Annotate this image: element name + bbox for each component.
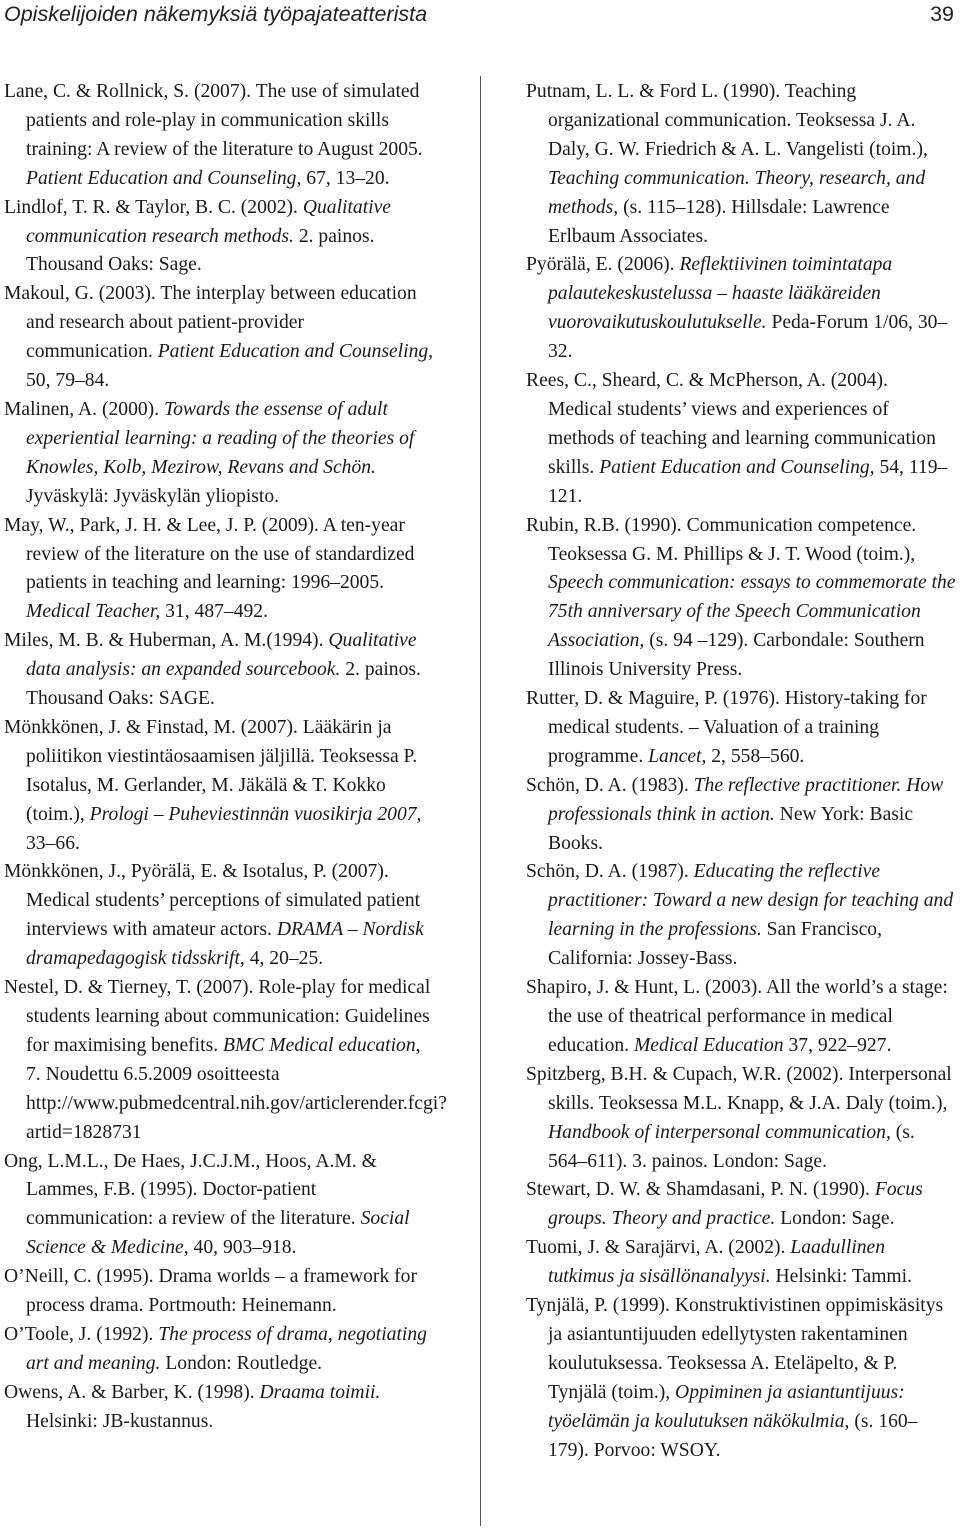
- reference-text: Schön, D. A. (1987).: [526, 861, 694, 883]
- reference-text: Malinen, A. (2000).: [4, 398, 164, 420]
- reference-text: 67, 13–20.: [301, 167, 390, 189]
- reference-text: 2. painos. Thousand Oaks: SAGE.: [26, 659, 421, 710]
- reference-text: Putnam, L. L. & Ford L. (1990). Teaching organizational communication. Teoksessa J. A. Daly, G. W. Friedrich & A. L. Vangelisti (toim.),: [526, 81, 928, 160]
- reference-text: Miles, M. B. & Huberman, A. M.(1994).: [4, 630, 329, 652]
- reference-text: London: Sage.: [775, 1208, 895, 1230]
- reference-title: Qualitative data analysis: an expanded sourcebook.: [26, 630, 417, 681]
- reference-title: Social Science & Medicine,: [26, 1208, 410, 1259]
- reference-title: Laadullinen tutkimus ja sisällönanalyysi.: [548, 1237, 886, 1288]
- column-divider: [480, 76, 481, 1526]
- reference-text: O’Toole, J. (1992).: [4, 1323, 159, 1345]
- reference-text: Rutter, D. & Maguire, P. (1976). History-taking for medical students. – Valuation of a training programme.: [526, 688, 927, 767]
- reference-text: Tuomi, J. & Sarajärvi, A. (2002).: [526, 1237, 791, 1259]
- reference-text: Owens, A. & Barber, K. (1998).: [4, 1381, 260, 1403]
- reference-text: 54, 119–121.: [548, 456, 948, 507]
- reference-title: Lancet,: [648, 745, 707, 767]
- reference-text: 4, 20–25.: [244, 948, 324, 970]
- page-number: 39: [930, 2, 954, 26]
- reference-entry: [4, 396, 434, 512]
- reference-title: DRAMA – Nordisk dramapedagogisk tidsskrift,: [26, 919, 424, 970]
- reference-title: Draama toimii.: [259, 1381, 381, 1403]
- reference-text: Spitzberg, B.H. & Cupach, W.R. (2002). Interpersonal skills. Teoksessa M.L. Knapp, & J.A. Daly (toim.),: [526, 1063, 952, 1114]
- reference-title: Teaching communication. Theory, research, and methods,: [548, 167, 926, 218]
- reference-entry: [526, 367, 956, 512]
- reference-text: 50, 79–84.: [26, 370, 110, 392]
- reference-title: Patient Education and Counseling,: [26, 167, 302, 189]
- reference-text: (s. 160–179). Porvoo: WSOY.: [548, 1410, 918, 1461]
- reference-text: Jyväskylä: Jyväskylän yliopisto.: [26, 485, 280, 507]
- reference-text: Mönkkönen, J. & Finstad, M. (2007). Lääkärin ja poliitikon viestintäosaamisen jäljillä. Teoksessa P. Isotalus, M. Gerlander, M. Jäkälä & T. Kokko (toim.),: [4, 716, 418, 825]
- reference-text: (s. 94 –129). Carbondale: Southern Illinois University Press.: [548, 630, 925, 681]
- running-title: Opiskelijoiden näkemyksiä työpajateatterista: [4, 2, 428, 26]
- reference-title: The reflective practitioner. How professionals think in action.: [548, 774, 944, 825]
- reference-entry: [4, 858, 434, 974]
- reference-text: New York: Basic Books.: [548, 803, 914, 854]
- reference-text: Peda-Forum 1/06, 30–32.: [548, 312, 948, 363]
- reference-text: Tynjälä, P. (1999). Konstruktivistinen oppimiskäsitys ja asiantuntijuuden edellytysten rakentaminen koulutuksessa. Teoksessa A. Eteläpelto, & P. Tynjälä (toim.),: [526, 1295, 944, 1403]
- reference-title: BMC Medical education,: [223, 1034, 421, 1056]
- reference-text: Makoul, G. (2003). The interplay between education and research about patient-provider communication.: [4, 283, 417, 363]
- reference-title: Qualitative communication research methods.: [26, 196, 391, 247]
- reference-column-left: [4, 78, 447, 1437]
- reference-entry: [526, 858, 956, 974]
- reference-entry: [4, 280, 434, 396]
- reference-title: Patient Education and Counseling,: [599, 456, 875, 478]
- reference-entry: [4, 974, 447, 1147]
- reference-text: San Francisco, California: Jossey-Bass.: [548, 919, 882, 970]
- reference-title: Speech communication: essays to commemorate the 75th anniversary of the Speech Communication Association,: [548, 572, 956, 652]
- reference-entry: [4, 78, 434, 194]
- reference-text: 40, 903–918.: [188, 1237, 297, 1259]
- reference-entry: [4, 714, 434, 859]
- reference-entry: [4, 1148, 434, 1264]
- reference-text: Mönkkönen, J., Pyörälä, E. & Isotalus, P. (2007). Medical students’ perceptions of simulated patient interviews with amateur actors.: [4, 861, 421, 941]
- reference-text: London: Routledge.: [160, 1352, 323, 1374]
- reference-entry: [4, 1321, 434, 1379]
- reference-text: 37, 922–927.: [783, 1034, 892, 1056]
- reference-entry: [526, 512, 956, 685]
- reference-entry: [526, 1234, 956, 1292]
- reference-title: Medical Teacher,: [26, 601, 161, 623]
- reference-text: 2, 558–560.: [706, 745, 805, 767]
- reference-text: Shapiro, J. & Hunt, L. (2003). All the world’s a stage: the use of theatrical performance in medical education.: [526, 977, 948, 1056]
- reference-entry: [4, 1263, 434, 1321]
- reference-column-right: [526, 78, 956, 1466]
- reference-entry: [526, 251, 956, 367]
- reference-text: Stewart, D. W. & Shamdasani, P. N. (1990).: [526, 1179, 875, 1201]
- reference-text: Ong, L.M.L., De Haes, J.C.J.M., Hoos, A.M. & Lammes, F.B. (1995). Doctor-patient communication: a review of the literature.: [4, 1150, 377, 1230]
- reference-entry: [526, 1176, 956, 1234]
- reference-title: Medical Education: [633, 1034, 784, 1056]
- reference-text: May, W., Park, J. H. & Lee, J. P. (2009). A ten-year review of the literature on the use of standardized patients in teaching and learning: 1996–2005.: [4, 514, 415, 594]
- reference-text: 31, 487–492.: [160, 601, 268, 623]
- reference-title: Focus groups. Theory and practice.: [548, 1179, 923, 1230]
- reference-text: Nestel, D. & Tierney, T. (2007). Role-play for medical students learning about communication: Guidelines for maximising benefits.: [4, 977, 431, 1056]
- reference-text: 33–66.: [26, 832, 80, 854]
- reference-entry: [4, 512, 434, 628]
- reference-title: Reflektiivinen toimintatapa palautekeskustelussa – haaste lääkäreiden vuorovaikutuskoulutukselle.: [548, 254, 893, 334]
- page-header: [0, 0, 960, 34]
- reference-entry: [526, 1292, 956, 1465]
- reference-entry: [526, 685, 956, 772]
- reference-text: Rees, C., Sheard, C. & McPherson, A. (2004). Medical students’ views and experiences of methods of teaching and learning communication skills.: [526, 370, 936, 478]
- reference-entry: [4, 1379, 434, 1437]
- reference-title: Prologi – Puheviestinnän vuosikirja 2007,: [89, 803, 422, 825]
- reference-entry: [4, 627, 434, 714]
- reference-text: Pyörälä, E. (2006).: [526, 254, 680, 276]
- reference-text: Schön, D. A. (1983).: [526, 774, 694, 796]
- reference-text: Helsinki: JB-kustannus.: [26, 1410, 214, 1432]
- reference-text: 2. painos. Thousand Oaks: Sage.: [26, 225, 375, 276]
- reference-entry: [526, 974, 956, 1061]
- reference-text: Rubin, R.B. (1990). Communication competence. Teoksessa G. M. Phillips & J. T. Wood (toim.),: [526, 514, 917, 565]
- reference-text: 7. Noudettu 6.5.2009 osoitteesta http://www.pubmedcentral.nih.gov/articlerender.fcgi?artid=1828731: [26, 1063, 447, 1143]
- reference-title: Patient Education and Counseling,: [157, 341, 434, 363]
- reference-entry: [526, 78, 956, 251]
- reference-entry: [526, 772, 956, 859]
- reference-text: (s. 115–128). Hillsdale: Lawrence Erlbaum Associates.: [548, 196, 890, 247]
- reference-text: Lindlof, T. R. & Taylor, B. C. (2002).: [4, 196, 303, 218]
- reference-entry: [4, 194, 434, 281]
- reference-title: Educating the reflective practitioner: Toward a new design for teaching and learning in the professions.: [548, 861, 954, 941]
- reference-text: O’Neill, C. (1995). Drama worlds – a framework for process drama. Portmouth: Heinemann.: [4, 1266, 417, 1317]
- reference-title: The process of drama, negotiating art and meaning.: [26, 1323, 427, 1374]
- reference-entry: [526, 1061, 956, 1177]
- reference-title: Handbook of interpersonal communication,: [548, 1121, 891, 1143]
- reference-text: (s. 564–611). 3. painos. London: Sage.: [548, 1121, 915, 1172]
- reference-title: Oppiminen ja asiantuntijuus: työelämän ja koulutuksen näkökulmia,: [548, 1381, 905, 1432]
- reference-text: Helsinki: Tammi.: [770, 1266, 913, 1288]
- reference-title: Towards the essense of adult experiential learning: a reading of the theories of Knowles, Kolb, Mezirow, Revans and Schön.: [26, 398, 415, 478]
- reference-text: Lane, C. & Rollnick, S. (2007). The use of simulated patients and role-play in communication skills training: A review of the literature to August 2005.: [4, 81, 423, 160]
